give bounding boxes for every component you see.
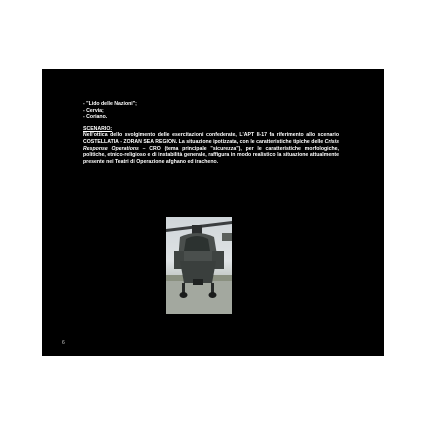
helicopter-image: [166, 217, 232, 314]
paragraph-emphasis: Crisis Response Operations: [83, 138, 339, 152]
paragraph-text: – CRO (tema principale "sicurezza"), per le caratteristiche morfologiche, politiche, etnico-religioso e di instabilità generale, raffigura in modo realistico la situazione attualmente presente nei Teatri di Operazione afghano ed iracheno.: [83, 145, 339, 165]
document-page: [42, 69, 384, 356]
page-number: 6: [62, 340, 65, 346]
location-list: [83, 101, 339, 121]
section-heading: SCENARIO:: [83, 125, 113, 132]
body-paragraph: [83, 132, 339, 165]
helicopter-photo: [166, 217, 232, 314]
list-item: - Cervia;: [83, 107, 104, 114]
text-block: [83, 101, 339, 165]
list-item: - "Lido delle Nazioni";: [83, 101, 137, 107]
list-item: - Coriano.: [83, 114, 108, 121]
paragraph-text: Nell'ottica dello svolgimento delle esercitazioni confederate, L'APT II-17 fa riferimento allo scenario COSTELLATIA - ZORAN SEA REGION. La situazione ipotizzata, con le caratteristiche tipiche delle: [83, 132, 339, 145]
